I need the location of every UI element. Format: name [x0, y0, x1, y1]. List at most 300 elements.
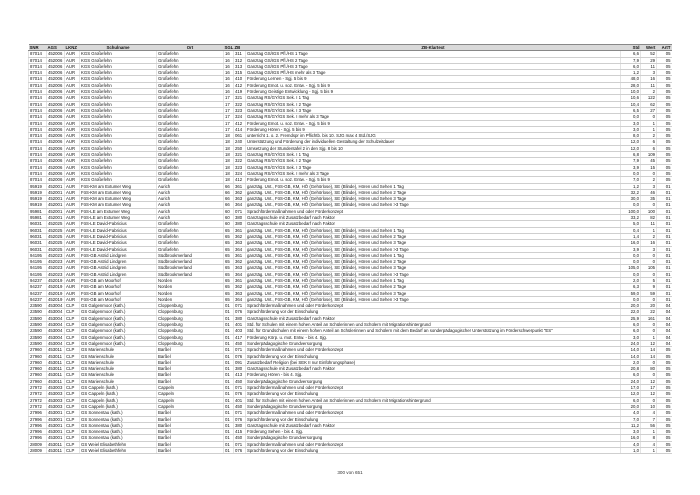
cell-wert: 16 — [641, 76, 657, 82]
cell-ort: Großefehn — [157, 51, 224, 57]
cell-zb-klartext: Sonderpädagogische Grundversorgung — [246, 378, 621, 384]
cell-ort: Großefehn — [157, 221, 224, 227]
cell-ags: 453004 — [47, 328, 65, 334]
cell-zb-klartext: ganztäg. Unt., FöS-GB, KM, HÖ (Gehörlose), SE (Blinde), Hören und Sehen >3 Tage — [246, 271, 621, 277]
cell-zb-klartext: Ganztag RS/GY/GS Sek. I 1 Tag — [246, 152, 621, 158]
cell-schulname: KGS Großefehn — [80, 177, 157, 183]
cell-snr: 87014 — [29, 139, 47, 145]
cell-ort: Südbrookmerland — [157, 265, 224, 271]
cell-snr: 23590 — [29, 303, 47, 309]
cell-ort: Großefehn — [157, 95, 224, 101]
cell-snr: 94195 — [29, 252, 47, 258]
cell-sgl: 65 — [224, 296, 234, 302]
cell-lknz: AUR — [65, 139, 80, 145]
cell-artt: 04 — [657, 315, 672, 321]
cell-schulname: FöS-GB am Moorhof — [80, 296, 157, 302]
cell-snr: 87014 — [29, 95, 47, 101]
cell-std: 6,0 — [621, 397, 641, 403]
cell-zb-klartext: Sprachfördermaßnahmen und oder Förderkonzept — [246, 385, 621, 391]
cell-ort: Großefehn — [157, 145, 224, 151]
cell-ags: 452006 — [47, 145, 65, 151]
cell-schulname: KGS Großefehn — [80, 76, 157, 82]
cell-zb: 403 — [234, 328, 246, 334]
cell-snr: 87014 — [29, 114, 47, 120]
cell-std: 10,6 — [621, 95, 641, 101]
cell-ort: Cappeln — [157, 385, 224, 391]
cell-zb: 362 — [234, 233, 246, 239]
cell-zb: 091 — [234, 359, 246, 365]
cell-wert: 20 — [641, 303, 657, 309]
cell-artt: 01 — [657, 290, 672, 296]
cell-ags: 452025 — [47, 233, 65, 239]
cell-schulname: KGS Großefehn — [80, 82, 157, 88]
cell-std: 22,0 — [621, 309, 641, 315]
cell-ags: 453011 — [47, 359, 65, 365]
cell-sgl: 01 — [224, 372, 234, 378]
cell-wert: 2 — [641, 177, 657, 183]
cell-std: 100,0 — [621, 208, 641, 214]
cell-ort: Cappeln — [157, 403, 224, 409]
cell-ort: Großefehn — [157, 246, 224, 252]
cell-zb-klartext: ganztäg. Unt., FöS-GB, KM, HÖ (Gehörlose), SE (Blinde), Hören und Sehen 2 Tage — [246, 259, 621, 265]
cell-sgl: 01 — [224, 448, 234, 454]
cell-ags: 452006 — [47, 63, 65, 69]
cell-zb-klartext: unterricht 1. o. 2. Fremdspr im Pflichtb. bis 10. SJG max 4 Std./SJG — [246, 133, 621, 139]
cell-ort: Großefehn — [157, 89, 224, 95]
cell-zb-klartext: Ganztag GS/IGS Pfl./HS mehr als 3 Tage — [246, 70, 621, 76]
cell-zb-klartext: Zusatzbedarf Religion (bei SEK II nur Einführungsphase) — [246, 359, 621, 365]
cell-zb: 315 — [234, 70, 246, 76]
cell-std: 2,0 — [621, 359, 641, 365]
cell-std: 17,0 — [621, 385, 641, 391]
cell-zb: 417 — [234, 334, 246, 340]
cell-lknz: CLP — [65, 397, 80, 403]
cell-zb: 363 — [234, 290, 246, 296]
cell-artt: 05 — [657, 82, 672, 88]
cell-ort: Norden — [157, 277, 224, 283]
cell-sgl: 01 — [224, 397, 234, 403]
cell-wert: 0 — [641, 397, 657, 403]
cell-schulname: KGS Großefehn — [80, 70, 157, 76]
cell-zb: 380 — [234, 366, 246, 372]
cell-ags: 452006 — [47, 164, 65, 170]
cell-std: 32,2 — [621, 189, 641, 195]
cell-snr: 27960 — [29, 372, 47, 378]
cell-lknz: CLP — [65, 422, 80, 428]
cell-std: 0,0 — [621, 170, 641, 176]
cell-ags: 452001 — [47, 215, 65, 221]
cell-artt: 04 — [657, 322, 672, 328]
cell-sgl: 18 — [224, 152, 234, 158]
cell-sgl: 01 — [224, 347, 234, 353]
cell-ort: Norden — [157, 284, 224, 290]
cell-zb: 362 — [234, 284, 246, 290]
cell-snr: 96031 — [29, 227, 47, 233]
cell-artt: 05 — [657, 177, 672, 183]
cell-std: 6,6 — [621, 51, 641, 57]
cell-lknz: CLP — [65, 309, 80, 315]
cell-sgl: 65 — [224, 277, 234, 283]
cell-sgl: 16 — [224, 89, 234, 95]
cell-wert: 14 — [641, 347, 657, 353]
cell-zb-klartext: ganztäg. Unt., FöS-GB, KM, HÖ (Gehörlose), SE (Blinde), Hören und Sehen 1 Tag — [246, 252, 621, 258]
cell-std: 25,9 — [621, 315, 641, 321]
cell-std: 6,3 — [621, 284, 641, 290]
cell-lknz: AUR — [65, 114, 80, 120]
cell-wert: 12 — [641, 340, 657, 346]
cell-std: 30,0 — [621, 196, 641, 202]
header-zb: ZB — [234, 45, 246, 51]
cell-schulname: KGS Großefehn — [80, 164, 157, 170]
cell-lknz: AUR — [65, 164, 80, 170]
cell-ags: 453004 — [47, 334, 65, 340]
cell-lknz: AUR — [65, 76, 80, 82]
cell-ags: 453004 — [47, 340, 65, 346]
cell-zb-klartext: Ganztag RS/GY/GS Sek. I mehr als 3 Tage — [246, 170, 621, 176]
cell-lknz: CLP — [65, 347, 80, 353]
cell-ags: 452019 — [47, 284, 65, 290]
cell-ags: 452019 — [47, 296, 65, 302]
cell-snr: 27996 — [29, 435, 47, 441]
cell-ags: 453003 — [47, 403, 65, 409]
cell-wert: 12 — [641, 378, 657, 384]
cell-zb: 450 — [234, 435, 246, 441]
cell-std: 20,0 — [621, 403, 641, 409]
cell-lknz: AUR — [65, 152, 80, 158]
cell-ags: 452001 — [47, 183, 65, 189]
cell-zb: 380 — [234, 315, 246, 321]
cell-lknz: AUR — [65, 202, 80, 208]
cell-ags: 453001 — [47, 435, 65, 441]
header-std: Std — [621, 45, 641, 51]
cell-snr: 87014 — [29, 107, 47, 113]
cell-zb: 076 — [234, 353, 246, 359]
cell-artt: 05 — [657, 101, 672, 107]
cell-ort: Großefehn — [157, 164, 224, 170]
cell-lknz: CLP — [65, 385, 80, 391]
cell-sgl: 16 — [224, 63, 234, 69]
cell-schulname: GS Marienschule — [80, 372, 157, 378]
cell-schulname: GS Sonnentau (kath.) — [80, 416, 157, 422]
cell-std: 14,0 — [621, 347, 641, 353]
cell-snr: 87014 — [29, 120, 47, 126]
cell-ags: 453011 — [47, 448, 65, 454]
cell-zb-klartext: Sprachfördermaßnahmen und oder Förderkonzept — [246, 347, 621, 353]
cell-std: 4,0 — [621, 441, 641, 447]
cell-std: 10,0 — [621, 89, 641, 95]
cell-wert: 1 — [641, 334, 657, 340]
cell-sgl: 16 — [224, 51, 234, 57]
cell-lknz: CLP — [65, 372, 80, 378]
cell-zb-klartext: Förderung Emot. u. soz. Entw. - Sgj. 5 bis 9 — [246, 177, 621, 183]
cell-artt: 01 — [657, 271, 672, 277]
cell-schulname: FöS-GB am Moorhof — [80, 277, 157, 283]
cell-ort: Großefehn — [157, 177, 224, 183]
cell-schulname: GS Cappeln (kath.) — [80, 391, 157, 397]
cell-ags: 452001 — [47, 208, 65, 214]
cell-wert: 0 — [641, 170, 657, 176]
cell-lknz: AUR — [65, 101, 80, 107]
cell-std: 5,0 — [621, 221, 641, 227]
cell-wert: 2 — [641, 89, 657, 95]
cell-artt: 01 — [657, 246, 672, 252]
cell-artt: 05 — [657, 397, 672, 403]
cell-zb: 450 — [234, 403, 246, 409]
cell-lknz: AUR — [65, 158, 80, 164]
cell-lknz: CLP — [65, 435, 80, 441]
cell-artt: 04 — [657, 303, 672, 309]
cell-sgl: 01 — [224, 328, 234, 334]
cell-schulname: GS Galgenmoor (kath.) — [80, 315, 157, 321]
cell-snr: 23590 — [29, 315, 47, 321]
cell-zb-klartext: Ganztag GS/IGS Pfl./HS 2 Tage — [246, 57, 621, 63]
cell-lknz: AUR — [65, 57, 80, 63]
cell-snr: 87014 — [29, 126, 47, 132]
cell-ags: 452025 — [47, 221, 65, 227]
cell-std: 1,0 — [621, 448, 641, 454]
cell-zb-klartext: Sonderpädagogische Grundversorgung — [246, 340, 621, 346]
cell-wert: 10 — [641, 403, 657, 409]
cell-ags: 452006 — [47, 170, 65, 176]
cell-artt: 01 — [657, 259, 672, 265]
cell-schulname: FöS-GB Astrid Lindgren — [80, 265, 157, 271]
cell-wert: 6 — [641, 145, 657, 151]
cell-zb-klartext: Unterstützung und Förderung der individuellen Gestaltung der Schulzeitdauer — [246, 139, 621, 145]
cell-ags: 453011 — [47, 366, 65, 372]
cell-snr: 87014 — [29, 170, 47, 176]
cell-lknz: AUR — [65, 290, 80, 296]
cell-snr: 23590 — [29, 322, 47, 328]
cell-snr: 87014 — [29, 177, 47, 183]
cell-wert: 4 — [641, 410, 657, 416]
cell-std: 20,8 — [621, 366, 641, 372]
cell-ort: Barßel — [157, 441, 224, 447]
cell-ags: 453011 — [47, 441, 65, 447]
header-schulname: Schulname — [80, 45, 157, 51]
cell-zb-klartext: ganztäg. Unt., FöS-GB, KM, HÖ (Gehörlose), SE (Blinde), Hören und Sehen 1 Tag — [246, 183, 621, 189]
cell-artt: 05 — [657, 63, 672, 69]
cell-snr: 95981 — [29, 215, 47, 221]
cell-zb: 363 — [234, 265, 246, 271]
cell-artt: 05 — [657, 70, 672, 76]
cell-wert: 1 — [641, 120, 657, 126]
cell-ags: 452023 — [47, 265, 65, 271]
cell-std: 4,0 — [621, 410, 641, 416]
cell-zb-klartext: Förderung Emot. u. soz. Entw. - Sgj. 5 bis 9 — [246, 120, 621, 126]
cell-schulname: GS Sonnentau (kath.) — [80, 422, 157, 428]
cell-zb: 415 — [234, 429, 246, 435]
cell-ags: 453001 — [47, 410, 65, 416]
cell-sgl: 18 — [224, 164, 234, 170]
cell-sgl: 01 — [224, 385, 234, 391]
cell-zb: 311 — [234, 51, 246, 57]
cell-zb-klartext: Förderung Hören - Sgj. 5 bis 9 — [246, 126, 621, 132]
cell-std: 8,0 — [621, 133, 641, 139]
cell-artt: 01 — [657, 208, 672, 214]
cell-wert: 100 — [641, 208, 657, 214]
cell-schulname: GS Sonnentau (kath.) — [80, 435, 157, 441]
cell-sgl: 01 — [224, 353, 234, 359]
cell-zb: 364 — [234, 296, 246, 302]
table-row — [29, 448, 672, 454]
cell-wert: 46 — [641, 189, 657, 195]
cell-ort: Großefehn — [157, 101, 224, 107]
cell-wert: 59 — [641, 290, 657, 296]
header-snr: SNR — [29, 45, 47, 51]
cell-ort: Großefehn — [157, 76, 224, 82]
cell-artt: 01 — [657, 189, 672, 195]
cell-ags: 452001 — [47, 189, 65, 195]
cell-artt: 05 — [657, 95, 672, 101]
cell-lknz: CLP — [65, 303, 80, 309]
cell-snr: 87014 — [29, 101, 47, 107]
cell-ort: Südbrookmerland — [157, 252, 224, 258]
cell-zb-klartext: Sonderpädagogische Grundversorgung — [246, 403, 621, 409]
cell-wert: 0 — [641, 372, 657, 378]
cell-schulname: KGS Großefehn — [80, 107, 157, 113]
cell-snr: 87014 — [29, 145, 47, 151]
cell-zb: 076 — [234, 391, 246, 397]
cell-ort: Großefehn — [157, 152, 224, 158]
cell-ags: 452025 — [47, 227, 65, 233]
cell-schulname: GS Galgenmoor (kath.) — [80, 303, 157, 309]
cell-sgl: 18 — [224, 139, 234, 145]
cell-snr: 95919 — [29, 189, 47, 195]
cell-sgl: 01 — [224, 340, 234, 346]
cell-ort: Großefehn — [157, 158, 224, 164]
cell-ort: Großefehn — [157, 126, 224, 132]
cell-schulname: GS Weiel Elisabethfehn — [80, 448, 157, 454]
cell-schulname: KGS Großefehn — [80, 145, 157, 151]
cell-schulname: FöS-GB am Moorhof — [80, 284, 157, 290]
cell-wert: 0 — [641, 296, 657, 302]
cell-schulname: FöS-LE David-Fabricius — [80, 240, 157, 246]
cell-std: 6,5 — [621, 107, 641, 113]
cell-zb-klartext: Sprachförderung vor der Einschulung — [246, 353, 621, 359]
cell-lknz: AUR — [65, 259, 80, 265]
cell-sgl: 65 — [224, 246, 234, 252]
cell-ort: Aurich — [157, 202, 224, 208]
cell-lknz: CLP — [65, 378, 80, 384]
cell-wert: 52 — [641, 51, 657, 57]
cell-zb-klartext: Ganztag RS/GY/GS Sek. I mehr als 3 Tage — [246, 114, 621, 120]
cell-std: 6,0 — [621, 372, 641, 378]
cell-zb: 364 — [234, 202, 246, 208]
cell-artt: 01 — [657, 202, 672, 208]
cell-ags: 452006 — [47, 82, 65, 88]
cell-std: 16,0 — [621, 435, 641, 441]
cell-wert: 105 — [641, 265, 657, 271]
cell-std: 0,0 — [621, 259, 641, 265]
cell-sgl: 60 — [224, 215, 234, 221]
cell-lknz: AUR — [65, 145, 80, 151]
cell-zb: 361 — [234, 227, 246, 233]
cell-wert: 9 — [641, 284, 657, 290]
cell-wert: 82 — [641, 215, 657, 221]
cell-schulname: FöS-LE David-Fabricius — [80, 233, 157, 239]
cell-std: 0,4 — [621, 227, 641, 233]
cell-lknz: CLP — [65, 353, 80, 359]
cell-zb-klartext: Ganztagsschule mit Zusatzbedarf nach Faktor — [246, 221, 621, 227]
cell-ort: Großefehn — [157, 120, 224, 126]
cell-zb-klartext: ganztäg. Unt., FöS-GB, KM, HÖ (Gehörlose), SE (Blinde), Hören und Sehen 2 Tage — [246, 189, 621, 195]
cell-lknz: CLP — [65, 334, 80, 340]
cell-std: 3,0 — [621, 334, 641, 340]
cell-std: 2,0 — [621, 277, 641, 283]
cell-schulname: KGS Großefehn — [80, 152, 157, 158]
cell-std: 7,9 — [621, 57, 641, 63]
cell-zb: 071 — [234, 347, 246, 353]
cell-snr: 94237 — [29, 277, 47, 283]
cell-artt: 05 — [657, 410, 672, 416]
cell-snr: 95919 — [29, 183, 47, 189]
header-ort: Ort — [157, 45, 224, 51]
cell-ags: 452006 — [47, 133, 65, 139]
cell-lknz: AUR — [65, 208, 80, 214]
cell-zb-klartext: Std. für Schulen mit einem hohen Anteil an Schülerinnen und Schülern mit Migrationshintergrund — [246, 322, 621, 328]
cell-ags: 453004 — [47, 315, 65, 321]
cell-artt: 01 — [657, 183, 672, 189]
cell-snr: 94195 — [29, 265, 47, 271]
cell-ort: Aurich — [157, 215, 224, 221]
cell-std: 14,0 — [621, 353, 641, 359]
cell-schulname: FöS-LE am Extumer Weg — [80, 215, 157, 221]
cell-wert: 0 — [641, 271, 657, 277]
cell-schulname: KGS Großefehn — [80, 120, 157, 126]
cell-schulname: FöS-GB Astrid Lindgren — [80, 259, 157, 265]
cell-ort: Aurich — [157, 183, 224, 189]
cell-sgl: 01 — [224, 315, 234, 321]
cell-snr: 27972 — [29, 397, 47, 403]
cell-ort: Barßel — [157, 347, 224, 353]
table-body — [29, 51, 672, 454]
cell-snr: 94195 — [29, 271, 47, 277]
cell-lknz: AUR — [65, 70, 80, 76]
cell-ort: Barßel — [157, 448, 224, 454]
cell-zb-klartext: Ganztag RS/GY/GS Sek. I 3 Tage — [246, 107, 621, 113]
cell-zb-klartext: Sprachförderung vor der Einschulung — [246, 391, 621, 397]
cell-sgl: 66 — [224, 196, 234, 202]
cell-schulname: FöS-LE am Extumer Weg — [80, 208, 157, 214]
cell-std: 7,9 — [621, 158, 641, 164]
cell-lknz: AUR — [65, 196, 80, 202]
cell-zb-klartext: Sonderpädagogische Grundversorgung — [246, 435, 621, 441]
cell-artt: 01 — [657, 215, 672, 221]
cell-schulname: GS Galgenmoor (kath.) — [80, 334, 157, 340]
cell-ags: 453003 — [47, 391, 65, 397]
cell-ort: Cloppenburg — [157, 303, 224, 309]
cell-sgl: 65 — [224, 271, 234, 277]
cell-artt: 04 — [657, 334, 672, 340]
cell-std: 6,0 — [621, 322, 641, 328]
cell-ags: 452006 — [47, 57, 65, 63]
cell-ags: 453004 — [47, 322, 65, 328]
cell-wert: 14 — [641, 353, 657, 359]
cell-snr: 96031 — [29, 246, 47, 252]
cell-sgl: 16 — [224, 70, 234, 76]
cell-schulname: GS Marienschule — [80, 366, 157, 372]
cell-zb: 363 — [234, 196, 246, 202]
cell-artt: 05 — [657, 57, 672, 63]
cell-lknz: AUR — [65, 63, 80, 69]
cell-schulname: GS Cappeln (kath.) — [80, 385, 157, 391]
cell-std: 59,0 — [621, 290, 641, 296]
cell-std: 7,0 — [621, 416, 641, 422]
cell-artt: 05 — [657, 114, 672, 120]
cell-snr: 27960 — [29, 378, 47, 384]
cell-std: 28,0 — [621, 82, 641, 88]
cell-schulname: FöS-GB Astrid Lindgren — [80, 271, 157, 277]
